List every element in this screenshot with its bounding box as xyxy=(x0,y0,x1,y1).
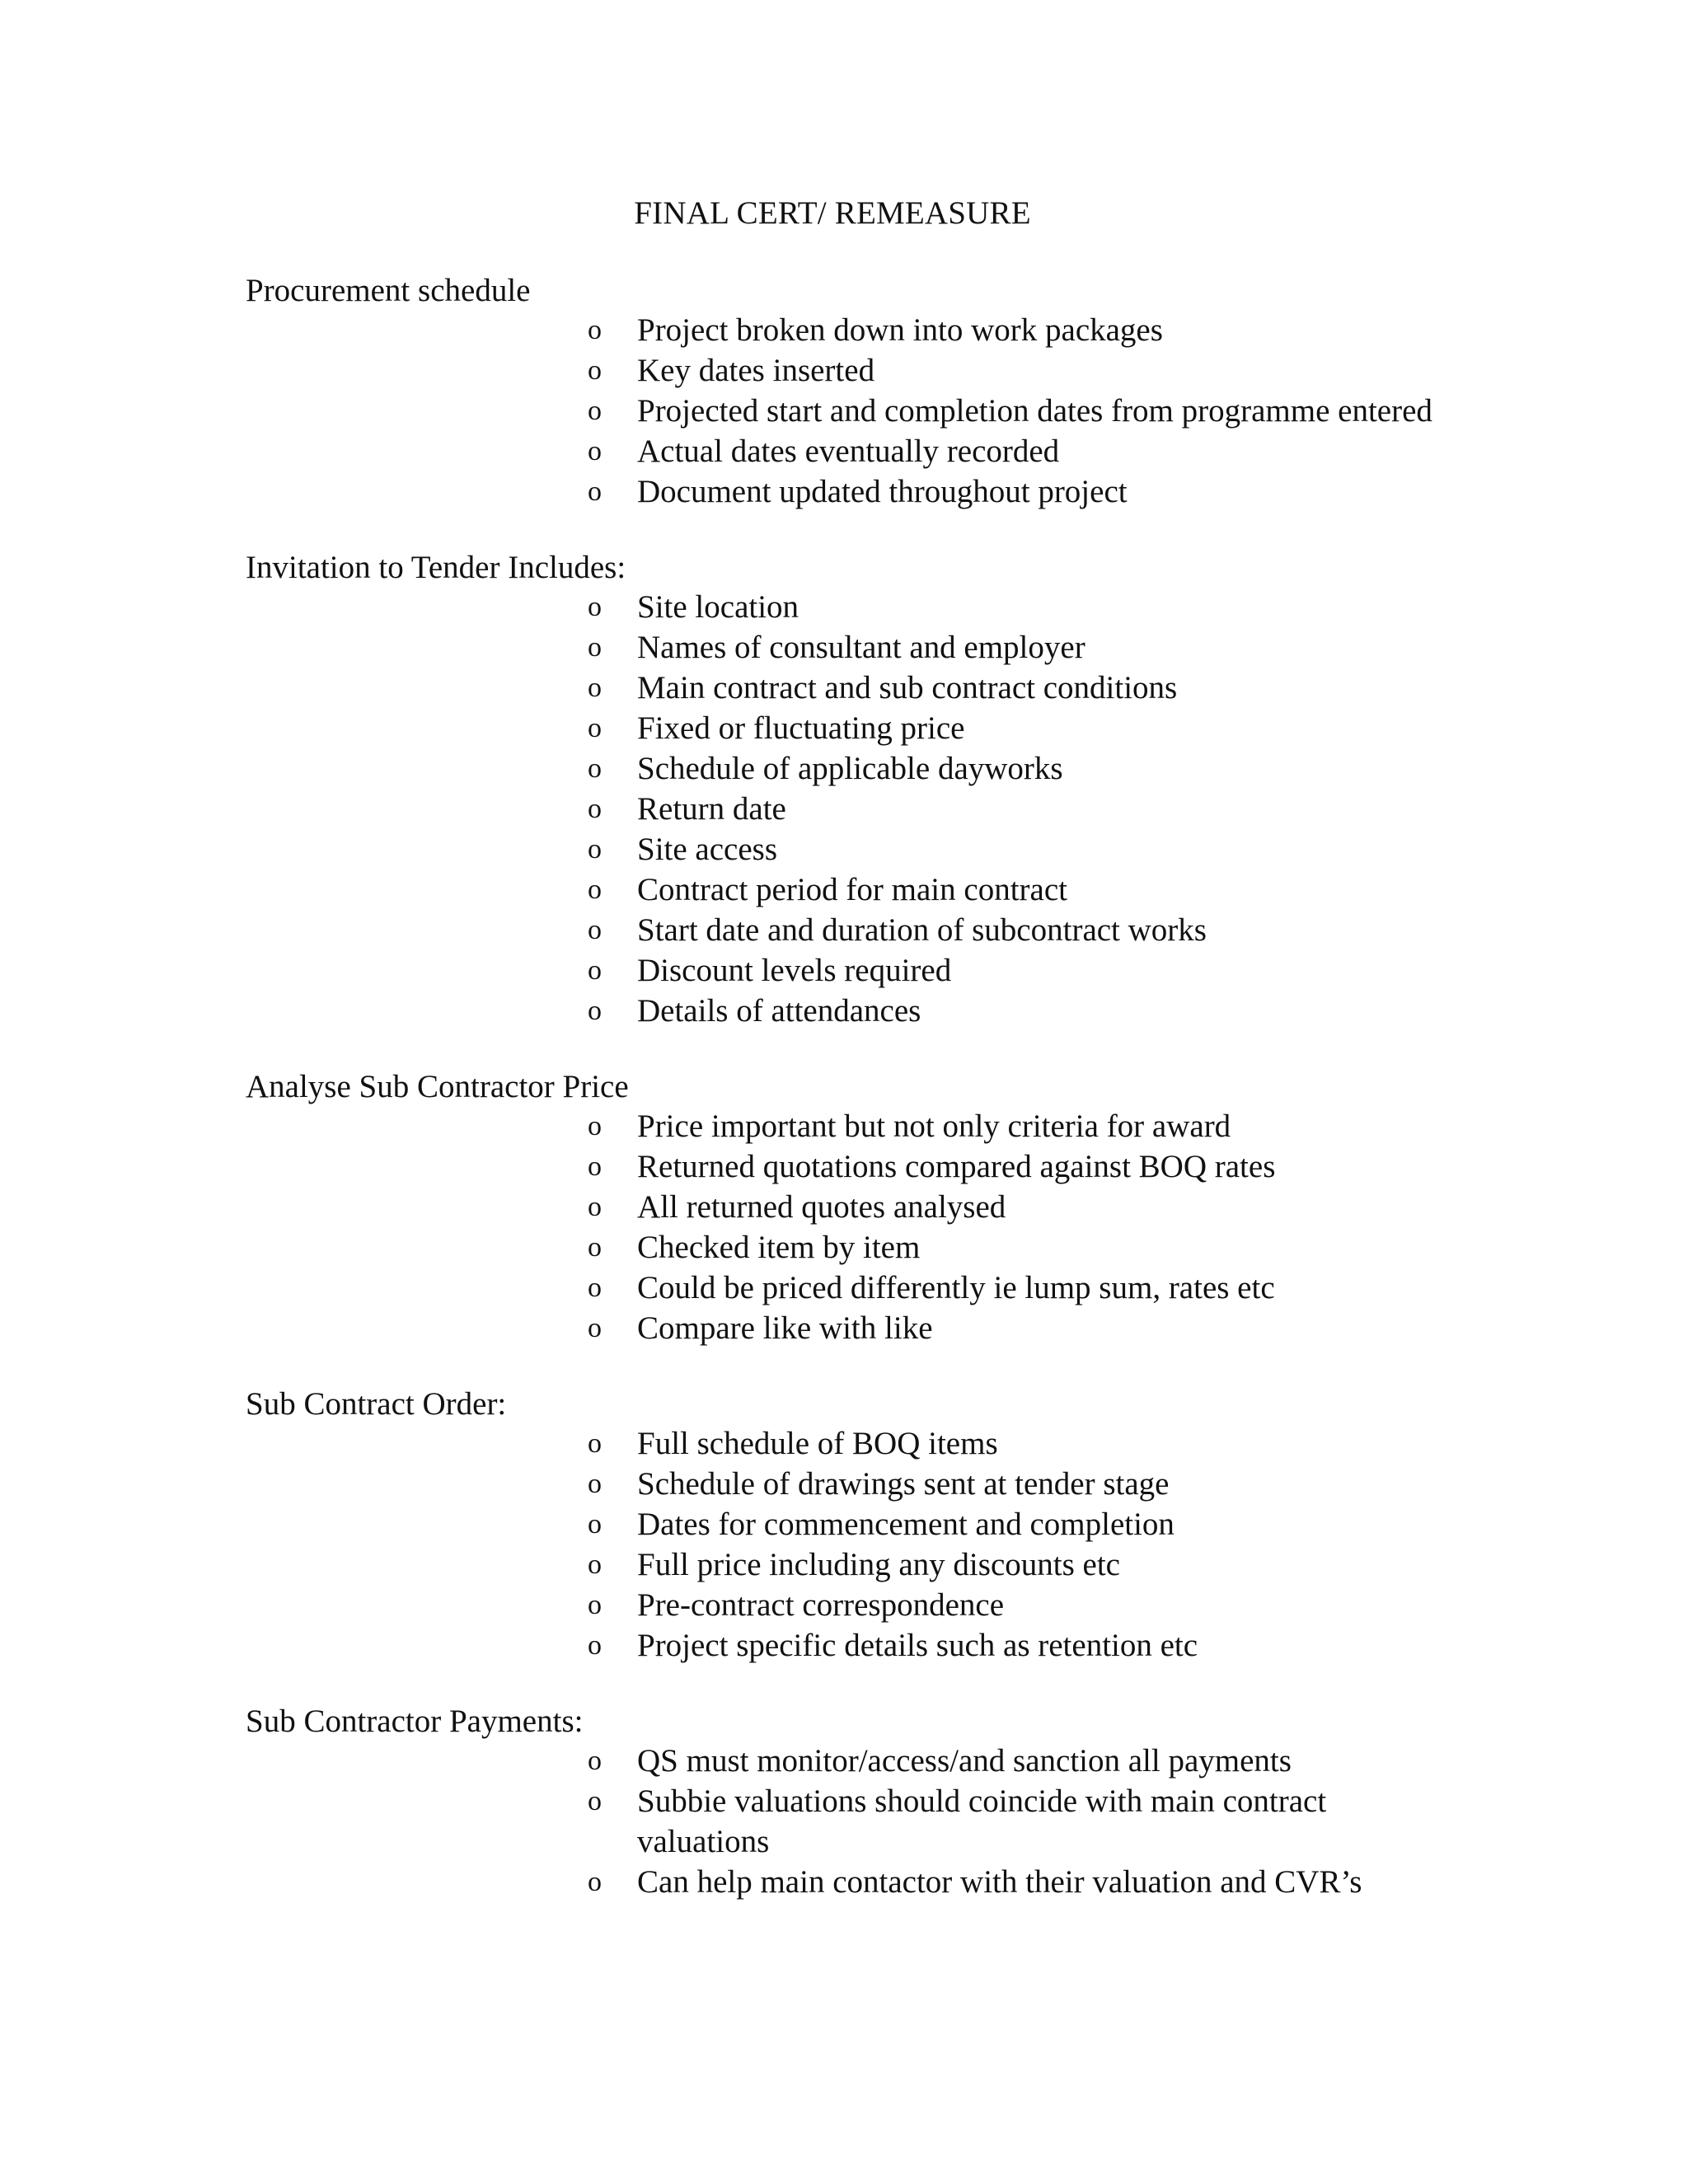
bullet-icon: o xyxy=(588,396,602,426)
list-item xyxy=(246,1544,1647,1585)
list-item xyxy=(246,1862,1647,1902)
list-item xyxy=(246,431,1647,471)
list-item-text: Document updated throughout project xyxy=(637,474,1128,509)
bullet-icon: o xyxy=(588,1272,602,1303)
list-item-text: Could be priced differently ie lump sum, rates etc xyxy=(637,1270,1275,1305)
list-item-text: Compare like with like xyxy=(637,1310,933,1346)
list-item-text: Full price including any discounts etc xyxy=(637,1547,1120,1582)
bullet-list xyxy=(246,310,1647,512)
list-item-text: Full schedule of BOQ items xyxy=(637,1426,998,1461)
list-item-text: Contract period for main contract xyxy=(637,872,1067,907)
list-item-text: Schedule of applicable dayworks xyxy=(637,751,1063,786)
bullet-icon: o xyxy=(588,1786,602,1816)
list-item xyxy=(246,1585,1647,1625)
bullet-icon: o xyxy=(588,476,602,507)
section-heading: Invitation to Tender Includes: xyxy=(246,550,626,585)
list-item-text: Fixed or fluctuating price xyxy=(637,710,965,746)
list-item xyxy=(246,1741,1647,1781)
list-item xyxy=(246,829,1647,869)
section-procurement-schedule xyxy=(246,270,1647,512)
section-sub-contractor-payments xyxy=(246,1701,1647,1902)
list-item-text: Actual dates eventually recorded xyxy=(637,434,1060,469)
list-item xyxy=(246,950,1647,991)
bullet-icon: o xyxy=(588,1232,602,1263)
list-item xyxy=(246,627,1647,668)
list-item-text: Checked item by item xyxy=(637,1230,921,1265)
bullet-icon: o xyxy=(588,1469,602,1499)
list-item xyxy=(246,1227,1647,1268)
bullet-icon: o xyxy=(588,1549,602,1580)
list-item-text: Can help main contactor with their valuation and CVR’s xyxy=(637,1864,1362,1900)
section-sub-contract-order xyxy=(246,1384,1647,1666)
list-item xyxy=(246,350,1647,391)
list-item xyxy=(246,869,1647,910)
list-item-text: Schedule of drawings sent at tender stage xyxy=(637,1466,1170,1502)
bullet-list xyxy=(246,1741,1647,1902)
bullet-icon: o xyxy=(588,1111,602,1141)
list-item-text: Pre-contract correspondence xyxy=(637,1587,1005,1623)
list-item-text: Site access xyxy=(637,832,778,867)
bullet-icon: o xyxy=(588,1867,602,1897)
section-analyse-sub-contractor-price xyxy=(246,1066,1647,1348)
list-item-text: Dates for commencement and completion xyxy=(637,1507,1175,1542)
bullet-icon: o xyxy=(588,355,602,386)
list-item xyxy=(246,910,1647,950)
list-item-text: Returned quotations compared against BOQ rates xyxy=(637,1149,1276,1184)
list-item xyxy=(246,471,1647,512)
list-item xyxy=(246,1268,1647,1308)
list-item-text: Details of attendances xyxy=(637,993,921,1029)
bullet-icon: o xyxy=(588,1630,602,1661)
list-item xyxy=(246,748,1647,789)
section-invitation-to-tender xyxy=(246,547,1647,1031)
list-item xyxy=(246,991,1647,1031)
bullet-icon: o xyxy=(588,436,602,466)
list-item xyxy=(246,310,1647,350)
bullet-icon: o xyxy=(588,1590,602,1620)
list-item-text: Names of consultant and employer xyxy=(637,630,1085,665)
section-heading: Sub Contractor Payments: xyxy=(246,1704,584,1739)
bullet-list xyxy=(246,1106,1647,1348)
bullet-icon: o xyxy=(588,834,602,865)
list-item-text: Subbie valuations should coincide with main contract valuations xyxy=(637,1783,1327,1859)
list-item xyxy=(246,1781,1647,1862)
list-item-text: Start date and duration of subcontract works xyxy=(637,912,1207,948)
list-item-text: Discount levels required xyxy=(637,953,952,988)
bullet-list xyxy=(246,587,1647,1031)
list-item xyxy=(246,1423,1647,1464)
bullet-icon: o xyxy=(588,315,602,345)
bullet-icon: o xyxy=(588,955,602,986)
list-item xyxy=(246,1625,1647,1666)
list-item xyxy=(246,1106,1647,1146)
list-item xyxy=(246,789,1647,829)
list-item-text: Key dates inserted xyxy=(637,353,875,388)
list-item-text: Main contract and sub contract conditions xyxy=(637,670,1178,705)
bullet-icon: o xyxy=(588,1192,602,1222)
list-item xyxy=(246,668,1647,708)
list-item xyxy=(246,708,1647,748)
list-item-text: Projected start and completion dates from programme entered xyxy=(637,393,1432,429)
bullet-icon: o xyxy=(588,753,602,784)
bullet-icon: o xyxy=(588,794,602,824)
list-item xyxy=(246,1308,1647,1348)
bullet-icon: o xyxy=(588,996,602,1026)
list-item-text: QS must monitor/access/and sanction all payments xyxy=(637,1743,1292,1779)
list-item xyxy=(246,1504,1647,1544)
list-item xyxy=(246,391,1647,431)
bullet-icon: o xyxy=(588,915,602,945)
bullet-icon: o xyxy=(588,1151,602,1182)
section-heading: Analyse Sub Contractor Price xyxy=(246,1069,629,1104)
list-item xyxy=(246,587,1647,627)
section-heading: Sub Contract Order: xyxy=(246,1386,507,1422)
bullet-icon: o xyxy=(588,1746,602,1776)
list-item-text: Price important but not only criteria for award xyxy=(637,1108,1231,1144)
bullet-icon: o xyxy=(588,713,602,743)
list-item xyxy=(246,1464,1647,1504)
bullet-list xyxy=(246,1423,1647,1666)
bullet-icon: o xyxy=(588,1509,602,1540)
section-heading: Procurement schedule xyxy=(246,273,531,308)
bullet-icon: o xyxy=(588,673,602,703)
page-title: FINAL CERT/ REMEASURE xyxy=(634,195,1031,231)
bullet-icon: o xyxy=(588,632,602,663)
list-item xyxy=(246,1187,1647,1227)
bullet-icon: o xyxy=(588,874,602,905)
bullet-icon: o xyxy=(588,592,602,622)
list-item-text: Project broken down into work packages xyxy=(637,312,1163,348)
bullet-icon: o xyxy=(588,1313,602,1343)
list-item xyxy=(246,1146,1647,1187)
list-item-text: All returned quotes analysed xyxy=(637,1189,1006,1225)
list-item-text: Return date xyxy=(637,791,786,827)
list-item-text: Project specific details such as retention etc xyxy=(637,1628,1198,1663)
list-item-text: Site location xyxy=(637,589,799,625)
bullet-icon: o xyxy=(588,1428,602,1459)
